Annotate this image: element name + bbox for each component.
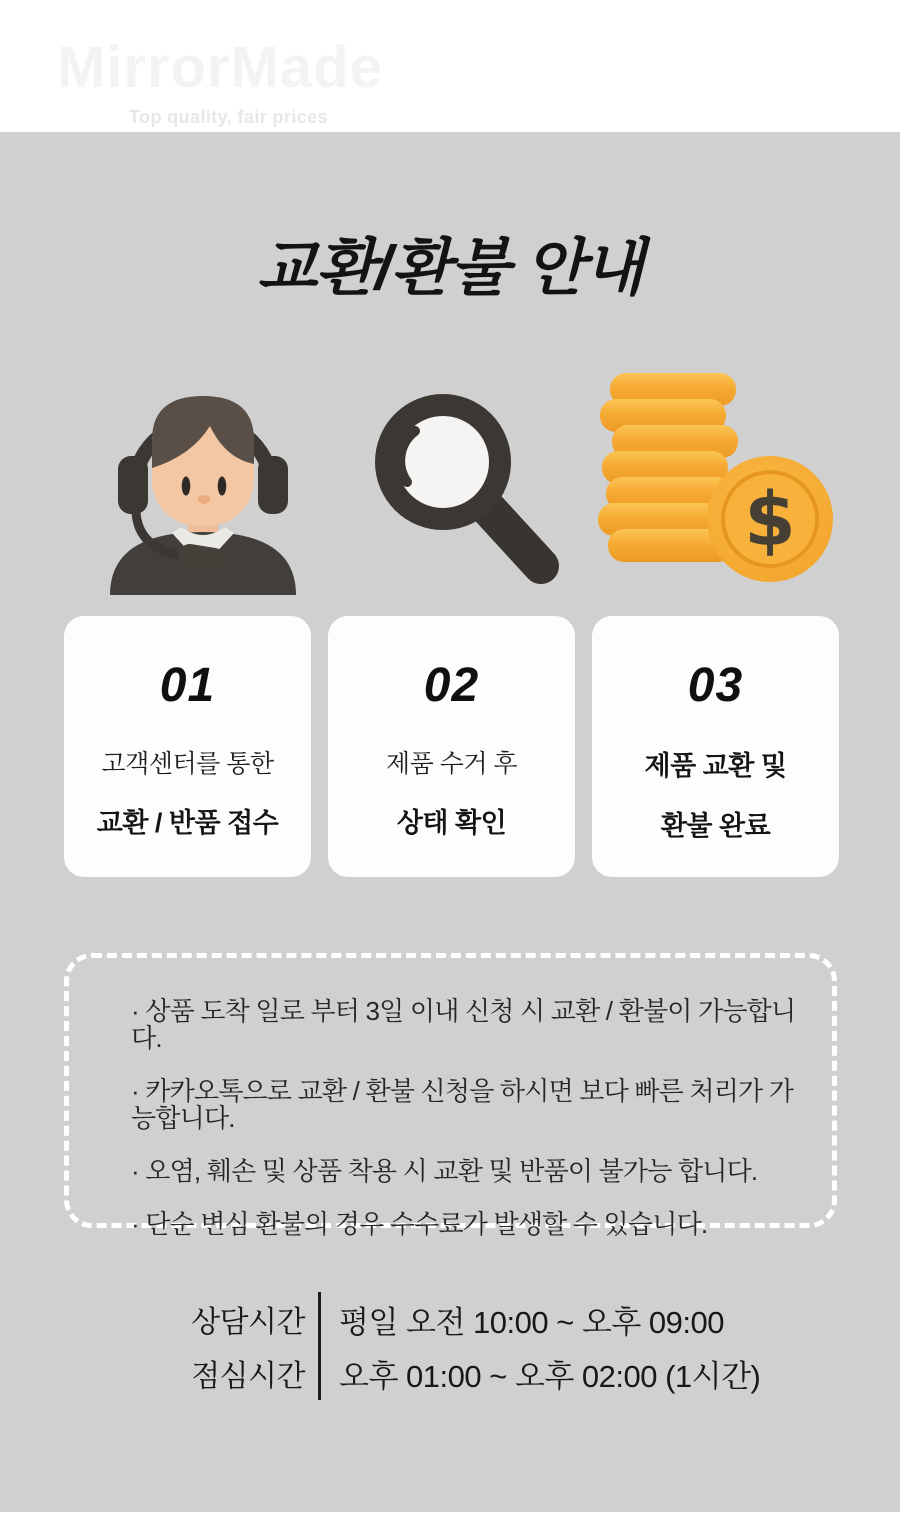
step-line1: 제품 교환 및 — [644, 751, 787, 781]
brand-logo: MirrorMade — [57, 35, 383, 100]
footer-strip — [0, 1512, 900, 1537]
magnifier-icon — [348, 376, 563, 588]
step-card-3 — [592, 616, 839, 877]
step-card-1 — [64, 616, 311, 877]
page-title: 교환/환불 안내 — [257, 234, 643, 303]
hours-value: 평일 오전 10:00 ~ 오후 09:00 — [318, 1292, 724, 1346]
notice-line: · 상품 도착 일로 부터 3일 이내 신청 시 교환 / 환불이 가능합니다. — [131, 996, 796, 1053]
notice-line: · 카카오톡으로 교환 / 환불 신청을 하시면 보다 빠른 처리가 가능합니다. — [131, 1076, 794, 1133]
hours-label: 상담시간 — [191, 1306, 305, 1339]
svg-text:$: $ — [744, 477, 796, 563]
step-number: 03 — [687, 659, 744, 712]
hours-table — [0, 1292, 900, 1400]
hours-value: 오후 01:00 ~ 오후 02:00 (1시간) — [318, 1346, 760, 1400]
brand-header — [0, 0, 900, 132]
step-line2: 환불 완료 — [660, 811, 771, 841]
hours-label: 점심시간 — [191, 1360, 305, 1393]
brand-tagline: Top quality, fair prices — [129, 107, 328, 127]
notice-line: · 오염, 훼손 및 상품 착용 시 교환 및 반품이 불가능 합니다. — [131, 1156, 758, 1186]
step-line2: 교환 / 반품 접수 — [96, 808, 279, 838]
hours-row — [0, 1292, 900, 1346]
step-number: 02 — [423, 659, 480, 712]
notice-box — [64, 953, 837, 1239]
notice-line: · 단순 변심 환불의 경우 수수료가 발생할 수 있습니다. — [131, 1209, 708, 1239]
info-section — [0, 132, 900, 1512]
hours-row — [0, 1346, 900, 1400]
coins-icon — [590, 367, 837, 594]
step-line2: 상태 확인 — [396, 808, 507, 838]
step-card-2 — [328, 616, 575, 877]
headset-agent-icon — [98, 370, 308, 595]
step-number: 01 — [159, 659, 216, 712]
step-line1: 고객센터를 통한 — [101, 750, 274, 778]
step-line1: 제품 수거 후 — [385, 750, 518, 778]
